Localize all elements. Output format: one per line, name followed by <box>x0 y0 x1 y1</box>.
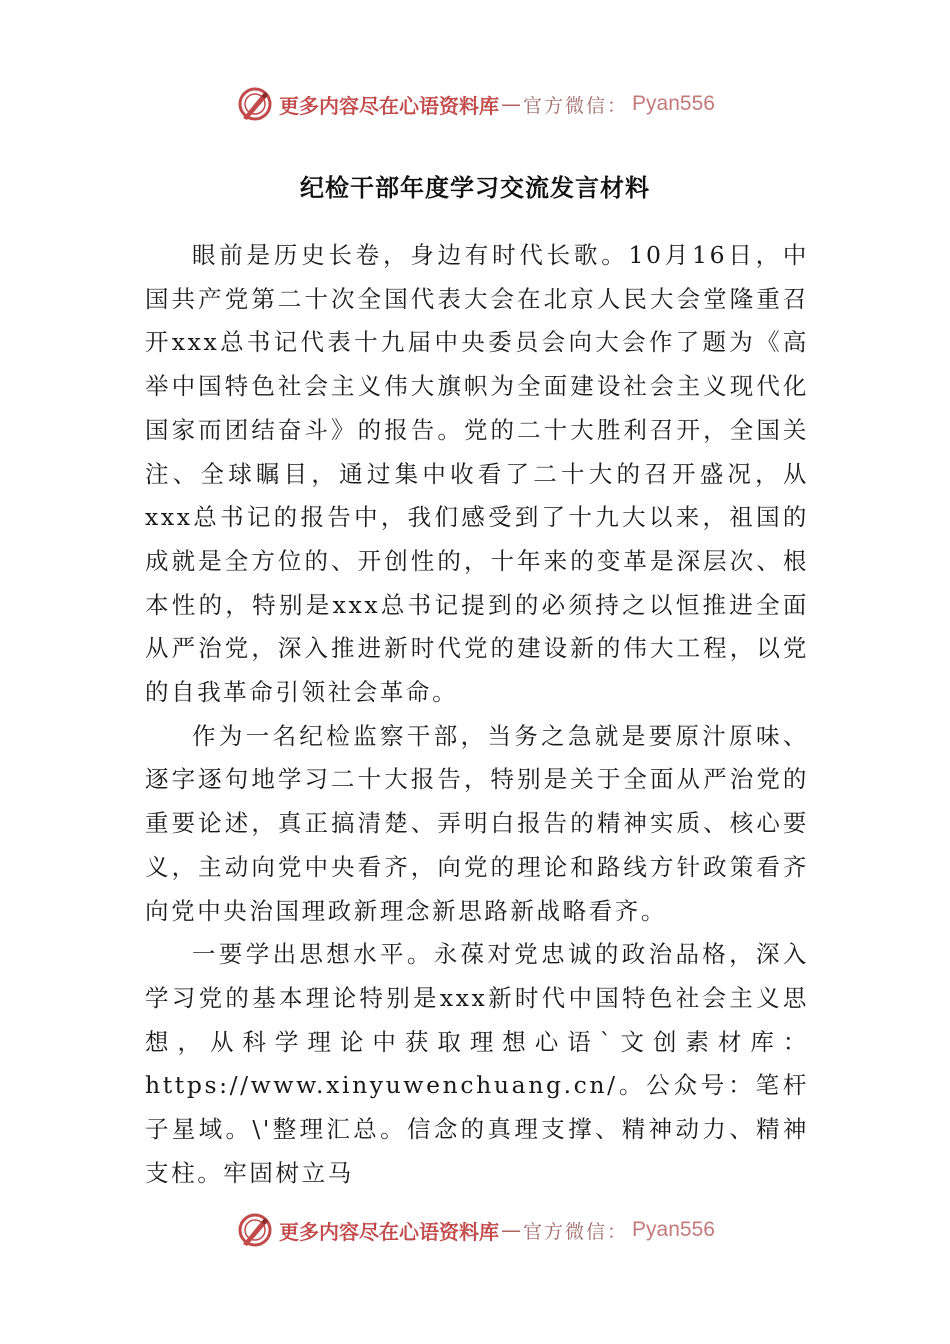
footer-banner <box>0 1208 950 1252</box>
pen-logo-icon <box>235 84 275 124</box>
banner-label: 官方微信： <box>523 94 629 117</box>
banner-text: 更多内容尽在心语资料库 <box>279 93 500 118</box>
paragraph-2: 作为一名纪检监察干部，当务之急就是要原汁原味、逐字逐句地学习二十大报告，特别是关于全面从严治党的重要论述，真正搞清楚、弄明白报告的精神实质、核心要义，主动向党中央看齐，向党的理论和路线方针政策看齐向党中央治国理政新理念新思路新战略看齐。 <box>145 721 809 925</box>
banner-wechat-id: Pyan556 <box>632 1218 715 1241</box>
paragraph-1: 眼前是历史长卷，身边有时代长歌。10月16日，中国共产党第二十次全国代表大会在北京人民大会堂隆重召开xxx总书记代表十九届中央委员会向大会作了题为《高举中国特色社会主义伟大旗帜为全面建设社会主义现代化国家而团结奋斗》的报告。党的二十大胜利召开，全国关注、全球瞩目，通过集中收看了二十大的召开盛况，从xxx总书记的报告中，我们感受到了十九大以来，祖国的成就是全方位的、开创性的，十年来的变革是深层次、根本性的，特别是xxx总书记提到的必须持之以恒推进全面从严治党，深入推进新时代党的建设新的伟大工程，以党的自我革命引领社会革命。 <box>145 241 809 707</box>
banner-wechat-id: Pyan556 <box>632 92 715 115</box>
document-body <box>145 234 809 1195</box>
banner-dash: — <box>501 92 522 116</box>
banner-text: 更多内容尽在心语资料库 <box>279 1219 500 1244</box>
pen-logo-icon <box>235 1210 275 1250</box>
paragraph-3: 一要学出思想水平。永葆对党忠诚的政治品格，深入学习党的基本理论特别是xxx新时代中国特色社会主义思想，从科学理论中获取理想心语`文创素材库：https://www.xinyuwenchuang.cn/。公众号：笔杆子星域。\'整理汇总。信念的真理支撑、精神动力、精神支柱。牢固树立马 <box>145 940 809 1187</box>
document-title: 纪检干部年度学习交流发言材料 <box>300 174 650 202</box>
banner-dash: — <box>501 1218 522 1242</box>
header-banner <box>0 82 950 126</box>
banner-label: 官方微信： <box>523 1220 629 1243</box>
